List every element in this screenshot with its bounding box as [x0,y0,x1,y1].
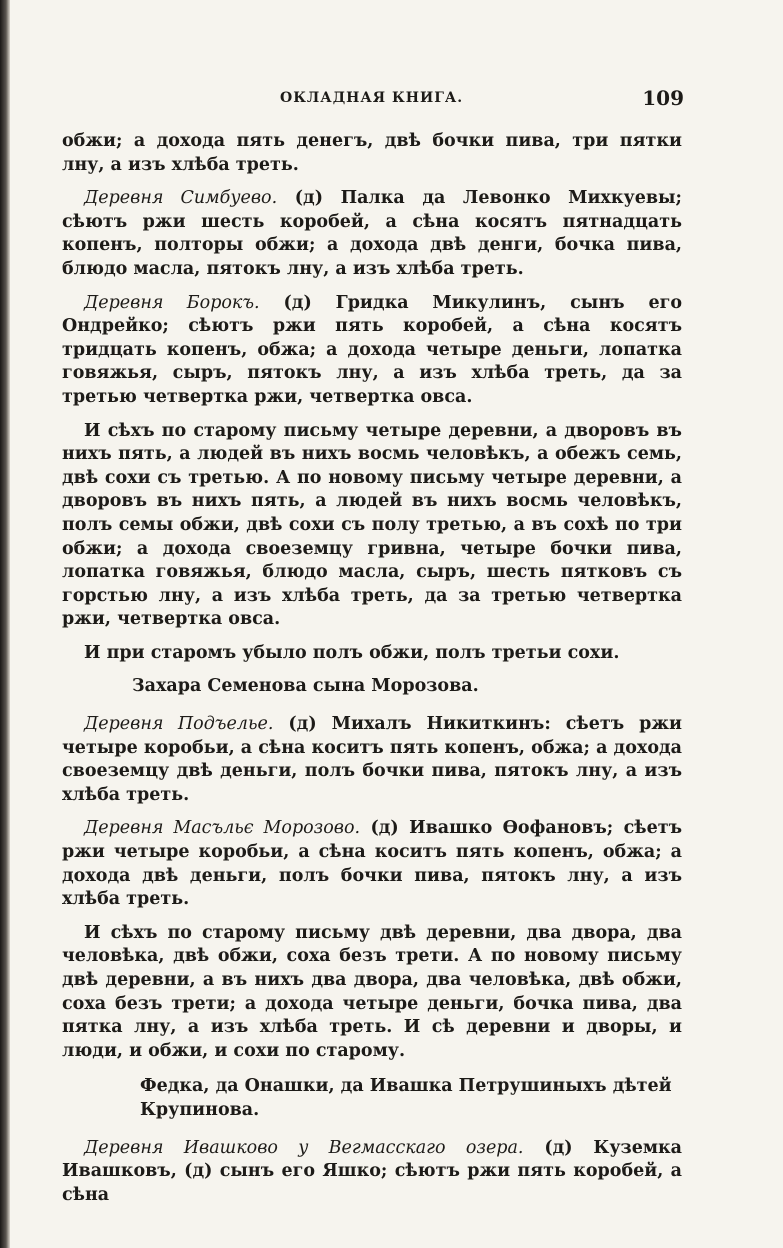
paragraph-text: (д) Гридка Микулинъ, сынъ его Ондрейко; сѣютъ ржи пять коробей, а сѣна косятъ тридцать копенъ, обжа; а дохода четыре деньги, лопатка говяжья, сыръ, пятокъ лну, а изъ хлѣба треть, да за третью четвертка ржи, четвертка овса. [62,292,682,407]
paragraph-text: (д) Ивашко Ѳофановъ; сѣетъ ржи четыре коробьи, а сѣна коситъ пять копенъ, обжа; а дохода двѣ деньги, полъ бочки пива, пятокъ лну, а изъ хлѣба треть. [62,818,683,910]
page-header [70,86,690,114]
paragraph [62,292,682,410]
paragraph [62,713,682,807]
paragraph [62,642,682,666]
running-title: ОКЛАДНАЯ КНИГА. [280,90,464,106]
page-number: 109 [642,86,684,110]
paragraph-text: И сѣхъ по старому письму двѣ деревни, два двора, два человѣка, двѣ обжи, соха безъ трети. А по новому письму двѣ деревни, а въ нихъ два двора, два человѣка, двѣ обжи, соха безъ трети; а дохода четыре деньги, бочка пива, два пятка лну, а изъ хлѣба треть. И сѣ деревни и дворы, и люди, и обжи, и сохи по старому. [62,922,682,1061]
village-name: Деревня Симбуево. [84,188,278,209]
village-name: Деревня Масъльє Морозово. [84,818,361,839]
paragraph [62,130,682,177]
paragraph [62,922,682,1064]
owner-heading: Захара Семенова сына Морозова. [132,676,479,697]
body-text [62,130,682,1217]
paragraph-text: (д) Михалъ Никиткинъ: сѣетъ ржи четыре коробьи, а сѣна коситъ пять копенъ, обжа; а дохода своеземцу двѣ деньги, полъ бочки пива, пятокъ лну, а изъ хлѣба треть. [62,714,683,805]
book-spine-edge [0,0,10,1248]
paragraph [62,1137,682,1208]
paragraph [62,817,682,911]
owner-heading: Федка, да Онашки, да Ивашка Петрушиныхъ дѣтей Крупинова. [140,1076,672,1120]
village-name: Деревня Борокъ. [84,292,260,313]
paragraph-text: И сѣхъ по старому письму четыре деревни, а дворовъ въ нихъ пять, а людей въ нихъ восмь человѣкъ, а обежъ семь, двѣ сохи съ третью. А по новому письму четыре деревни, а дворовъ въ нихъ пять, а людей въ нихъ восмь человѣкъ, полъ семы обжи, двѣ сохи съ полу третью, а въ сохѣ по три обжи; а дохода своеземцу гривна, четыре бочки пива, лопатка говяжья, блюдо масла, сыръ, шесть пятковъ съ горстью лну, а изъ хлѣба треть, да за третью четвертка ржи, четвертка овса. [62,420,682,630]
village-name: Деревня Ивашково у Вегмасскаго озера. [84,1137,524,1158]
paragraph-text: обжи; а дохода пять денегъ, двѣ бочки пива, три пятки лну, а изъ хлѣба треть. [62,131,682,175]
paragraph [62,187,682,281]
paragraph [62,420,682,632]
village-name: Деревня Подъелье. [84,714,274,735]
paragraph-text: (д) Палка да Левонко Михкуевы; сѣютъ ржи шесть коробей, а сѣна косятъ пятнадцать копенъ, полторы обжи; а дохода двѣ денги, бочка пива, блюдо масла, пятокъ лну, а изъ хлѣба треть. [62,188,682,279]
paragraph-text: И при старомъ убыло полъ обжи, полъ третьи сохи. [84,642,620,663]
paragraph-text: (д) Куземка Ивашковъ, (д) сынъ его Яшко; сѣютъ ржи пять коробей, а сѣна [62,1137,683,1205]
